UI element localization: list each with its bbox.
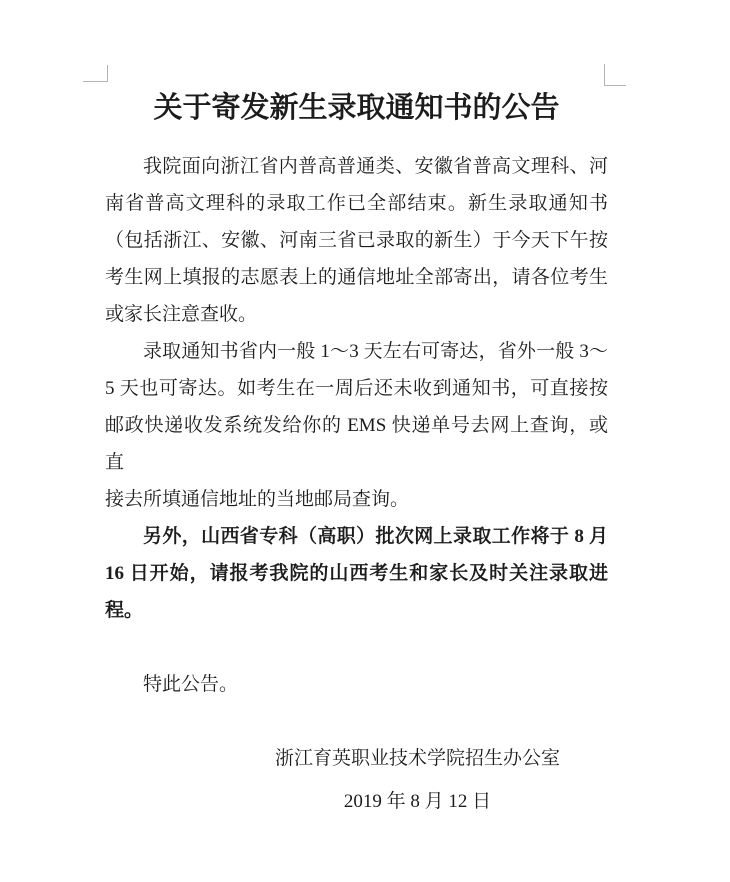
paragraph-line: （包括浙江、安徽、河南三省已录取的新生）于今天下午按 <box>105 230 608 251</box>
signature-inner <box>275 740 560 820</box>
paragraph-line: 程。 <box>105 600 144 621</box>
paragraph-line: 5 天也可寄达。如考生在一周后还未收到通知书，可直接按 <box>105 378 608 399</box>
date-line: 2019 年 8 月 12 日 <box>343 791 492 812</box>
document-content <box>105 86 608 820</box>
signature-block <box>105 740 608 820</box>
paragraph-line: 录取通知书省内一般 1～3 天左右可寄达，省外一般 3～ <box>143 341 608 362</box>
paragraph-line: 或家长注意查收。 <box>105 304 258 325</box>
text-boundary-corner-icon <box>604 64 626 86</box>
document-body <box>105 148 608 629</box>
document-title: 关于寄发新生录取通知书的公告 <box>153 92 560 124</box>
paragraph-line: 南省普高文理科的录取工作已全部结束。新生录取通知书 <box>105 193 608 214</box>
paragraph-line: 我院面向浙江省内普高普通类、安徽省普高文理科、河 <box>143 156 608 177</box>
paragraph-line: 邮政快递收发系统发给你的 EMS 快递单号去网上查询，或直 <box>105 415 608 473</box>
signature-line: 浙江育英职业技术学院招生办公室 <box>274 748 560 769</box>
text-boundary-corner-icon <box>83 65 108 82</box>
closing-line: 特此公告。 <box>143 674 239 695</box>
paragraph-line: 16 日开始，请报考我院的山西考生和家长及时关注录取进 <box>105 563 608 584</box>
paragraph-line: 另外，山西省专科（高职）批次网上录取工作将于 8 月 <box>143 526 608 547</box>
paragraph-line: 考生网上填报的志愿表上的通信地址全部寄出，请各位考生 <box>105 267 608 288</box>
paragraph-line: 接去所填通信地址的当地邮局查询。 <box>105 489 410 510</box>
